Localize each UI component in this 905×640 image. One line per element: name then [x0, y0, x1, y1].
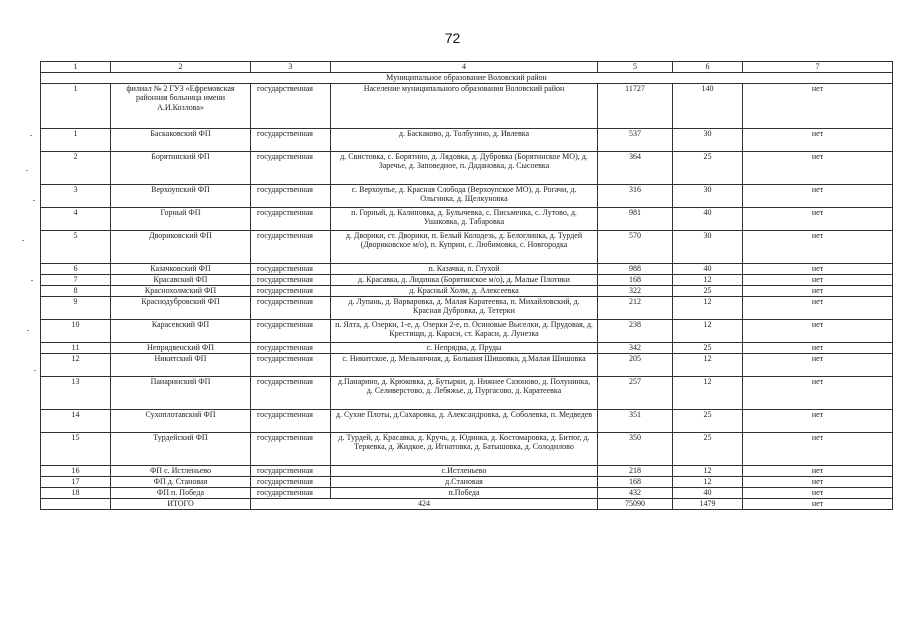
table-row: [41, 151, 893, 184]
total-cell-4: 75090: [598, 498, 673, 509]
table-row: [41, 263, 893, 274]
table-cell-2: Турдейский ФП: [111, 432, 251, 465]
table-cell-5: 168: [598, 476, 673, 487]
table-row: [41, 230, 893, 263]
table-cell-4: с. Верхоупье, д. Красная Слобода (Верхоупское МО), д. Рогачи, д. Ольгинка, д. Щелкуновка: [331, 184, 598, 207]
table-cell-1: 14: [41, 409, 111, 432]
table-cell-2: Никитский ФП: [111, 353, 251, 376]
total-cell-5: 1479: [673, 498, 743, 509]
table-cell-3: государственная: [251, 285, 331, 296]
table-cell-1: 17: [41, 476, 111, 487]
document-sheet: [40, 61, 892, 510]
column-number: 7: [743, 62, 893, 73]
table-cell-6: 40: [673, 207, 743, 230]
table-cell-3: государственная: [251, 263, 331, 274]
table-cell-5: 342: [598, 342, 673, 353]
table-cell-6: 30: [673, 184, 743, 207]
table-cell-5: 364: [598, 151, 673, 184]
table-row: [41, 296, 893, 319]
table-cell-3: государственная: [251, 230, 331, 263]
table-cell-2: Казачковский ФП: [111, 263, 251, 274]
table-cell-4: д. Сухие Плоты, д.Сахаровка, д. Александровка, д. Соболевка, п. Медведев: [331, 409, 598, 432]
table-cell-7: нет: [743, 296, 893, 319]
table-cell-7: нет: [743, 285, 893, 296]
table-cell-6: 25: [673, 409, 743, 432]
table-cell-1: 4: [41, 207, 111, 230]
table-row: [41, 465, 893, 476]
table-cell-7: нет: [743, 319, 893, 342]
table-cell-6: 12: [673, 319, 743, 342]
total-cell-2: ИТОГО: [111, 498, 251, 509]
table-cell-6: 12: [673, 296, 743, 319]
column-number: 6: [673, 62, 743, 73]
table-cell-5: 322: [598, 285, 673, 296]
table-cell-5: 981: [598, 207, 673, 230]
table-cell-2: Карасевский ФП: [111, 319, 251, 342]
table-cell-3: государственная: [251, 274, 331, 285]
table-cell-7: нет: [743, 207, 893, 230]
table-row: [41, 487, 893, 498]
table-row: [41, 285, 893, 296]
table-cell-5: 218: [598, 465, 673, 476]
table-cell-7: нет: [743, 432, 893, 465]
table-cell-5: 570: [598, 230, 673, 263]
table-cell-5: 11727: [598, 83, 673, 128]
table-cell-5: 432: [598, 487, 673, 498]
table-cell-1: 5: [41, 230, 111, 263]
table-cell-1: 12: [41, 353, 111, 376]
table-cell-6: 25: [673, 342, 743, 353]
table-cell-3: государственная: [251, 319, 331, 342]
table-cell-3: государственная: [251, 151, 331, 184]
column-number: 3: [251, 62, 331, 73]
table-cell-2: Верхоупский ФП: [111, 184, 251, 207]
table-cell-6: 25: [673, 285, 743, 296]
table-cell-3: государственная: [251, 376, 331, 409]
total-cell-3: 424: [251, 498, 598, 509]
table-cell-7: нет: [743, 151, 893, 184]
table-cell-4: д. Свистовка, с. Борятино, д. Лядовка, д. Дубровка (Борятинское МО), д. Заречье, д. Заповедное, п. Дадановка, д. Сысоевка: [331, 151, 598, 184]
table-cell-2: ФП п. Победа: [111, 487, 251, 498]
table-cell-4: п. Горный, д. Калиновка, д. Булычевка, с. Письменка, с. Лутово, д. Ушаковка, д. Табаровка: [331, 207, 598, 230]
table-cell-4: д. Дворики, ст. Дворики, п. Белый Колодезь, д. Белоглинка, д. Турдей (Двориковское м/о), п. Куприн, с. Любимовка, с. Новгородка: [331, 230, 598, 263]
table-cell-3: государственная: [251, 342, 331, 353]
table-row: [41, 476, 893, 487]
table-cell-4: д. Турдей, д. Красавка, д. Кручь, д. Юдинка, д. Костомаровка, д. Битюг, д. Теряевка, д. Жидкое, д. Игнатовка, д. Батышовка, д. Солодилово: [331, 432, 598, 465]
table-cell-2: Двориковский ФП: [111, 230, 251, 263]
table-row: [41, 274, 893, 285]
table-row: [41, 342, 893, 353]
table-cell-7: нет: [743, 465, 893, 476]
column-number-row: [41, 62, 893, 73]
facilities-table: [40, 61, 893, 510]
table-cell-6: 30: [673, 128, 743, 151]
table-cell-6: 40: [673, 263, 743, 274]
table-row: [41, 83, 893, 128]
table-cell-7: нет: [743, 487, 893, 498]
table-cell-7: нет: [743, 184, 893, 207]
column-number: 4: [331, 62, 598, 73]
table-cell-7: нет: [743, 230, 893, 263]
table-cell-5: 168: [598, 274, 673, 285]
table-cell-1: 11: [41, 342, 111, 353]
table-cell-4: п. Ялта, д. Озерки, 1-е, д. Озерки 2-е, п. Осиновые Выселки, д. Прудовая, д. Крестищи, д. Караси, ст. Караси, д. Лунезка: [331, 319, 598, 342]
table-cell-3: государственная: [251, 83, 331, 128]
table-cell-1: 16: [41, 465, 111, 476]
table-cell-3: государственная: [251, 432, 331, 465]
table-cell-6: 30: [673, 230, 743, 263]
table-row: [41, 184, 893, 207]
table-cell-7: нет: [743, 476, 893, 487]
table-body: [41, 62, 893, 510]
table-cell-2: Панаринский ФП: [111, 376, 251, 409]
table-cell-7: нет: [743, 342, 893, 353]
table-cell-3: государственная: [251, 465, 331, 476]
table-cell-2: Красавский ФП: [111, 274, 251, 285]
table-cell-1: 7: [41, 274, 111, 285]
table-cell-7: нет: [743, 409, 893, 432]
table-cell-4: с. Никитское, д. Мельничная, д. Большая Шишовка, д.Малая Шишовка: [331, 353, 598, 376]
column-number: 1: [41, 62, 111, 73]
table-cell-7: нет: [743, 353, 893, 376]
scan-artifacts: [0, 130, 40, 430]
table-row: [41, 128, 893, 151]
table-cell-7: нет: [743, 83, 893, 128]
table-cell-5: 988: [598, 263, 673, 274]
table-cell-1: 10: [41, 319, 111, 342]
table-cell-6: 12: [673, 274, 743, 285]
table-cell-2: ФП с. Истленьево: [111, 465, 251, 476]
table-cell-4: с. Непрядва, д. Пруды: [331, 342, 598, 353]
table-cell-4: д.Становая: [331, 476, 598, 487]
table-cell-6: 12: [673, 376, 743, 409]
total-row: [41, 498, 893, 509]
table-cell-5: 316: [598, 184, 673, 207]
table-cell-4: п.Победа: [331, 487, 598, 498]
table-cell-6: 140: [673, 83, 743, 128]
table-cell-1: 6: [41, 263, 111, 274]
table-cell-3: государственная: [251, 409, 331, 432]
table-cell-3: государственная: [251, 184, 331, 207]
table-cell-7: нет: [743, 128, 893, 151]
table-cell-5: 238: [598, 319, 673, 342]
table-cell-1: 9: [41, 296, 111, 319]
table-cell-1: 2: [41, 151, 111, 184]
table-cell-4: д. Красный Холм, д. Алексеевка: [331, 285, 598, 296]
table-cell-7: нет: [743, 274, 893, 285]
table-cell-1: 15: [41, 432, 111, 465]
table-cell-1: 1: [41, 128, 111, 151]
column-number: 2: [111, 62, 251, 73]
table-cell-4: п. Казачка, п. Глухой: [331, 263, 598, 274]
table-cell-3: государственная: [251, 476, 331, 487]
table-cell-2: Краснодубровский ФП: [111, 296, 251, 319]
table-cell-2: Баскаковский ФП: [111, 128, 251, 151]
table-cell-6: 12: [673, 465, 743, 476]
table-cell-6: 12: [673, 353, 743, 376]
table-cell-1: 8: [41, 285, 111, 296]
table-cell-4: д. Баскаково, д. Толбузино, д. Ивлевка: [331, 128, 598, 151]
table-cell-5: 537: [598, 128, 673, 151]
table-cell-3: государственная: [251, 207, 331, 230]
table-cell-1: 3: [41, 184, 111, 207]
table-cell-2: Непрядвенский ФП: [111, 342, 251, 353]
table-cell-5: 350: [598, 432, 673, 465]
table-row: [41, 319, 893, 342]
table-cell-4: д. Красавка, д. Лидинка (Борятинское м/о), д. Малые Плотики: [331, 274, 598, 285]
table-cell-6: 25: [673, 432, 743, 465]
table-cell-3: государственная: [251, 353, 331, 376]
table-cell-2: филиал № 2 ГУЗ «Ефремовская районная больница имени А.И.Козлова»: [111, 83, 251, 128]
table-row: [41, 207, 893, 230]
table-cell-2: Горный ФП: [111, 207, 251, 230]
table-cell-4: Население муниципального образования Воловский район: [331, 83, 598, 128]
table-cell-5: 351: [598, 409, 673, 432]
table-cell-6: 40: [673, 487, 743, 498]
table-row: [41, 353, 893, 376]
table-cell-7: нет: [743, 376, 893, 409]
table-cell-6: 12: [673, 476, 743, 487]
table-cell-7: нет: [743, 263, 893, 274]
table-cell-5: 205: [598, 353, 673, 376]
total-cell-1: [41, 498, 111, 509]
table-cell-5: 212: [598, 296, 673, 319]
table-cell-4: д. Лупань, д. Варваровка, д. Малая Каратеевка, п. Михайловский, д. Красная Дубровка, д. Тетерки: [331, 296, 598, 319]
total-cell-6: нет: [743, 498, 893, 509]
column-number: 5: [598, 62, 673, 73]
table-row: [41, 409, 893, 432]
region-title-row: [41, 72, 893, 83]
table-cell-6: 25: [673, 151, 743, 184]
table-row: [41, 432, 893, 465]
table-cell-1: 1: [41, 83, 111, 128]
page-number: 72: [444, 30, 461, 46]
table-cell-5: 257: [598, 376, 673, 409]
table-cell-3: государственная: [251, 487, 331, 498]
table-cell-2: Краснохолмский ФП: [111, 285, 251, 296]
table-cell-4: с.Истленьево: [331, 465, 598, 476]
table-cell-4: д.Панарино, д. Крюковка, д. Бутырки, д. Нижнее Сазоново, д. Полунинка, д. Селиверстово, д. Лебяжье, д. Пургасово, д. Каратеевка: [331, 376, 598, 409]
table-cell-1: 18: [41, 487, 111, 498]
table-cell-3: государственная: [251, 128, 331, 151]
table-cell-2: ФП д. Становая: [111, 476, 251, 487]
table-cell-2: Борятинский ФП: [111, 151, 251, 184]
table-cell-3: государственная: [251, 296, 331, 319]
table-cell-1: 13: [41, 376, 111, 409]
region-title: Муниципальное образование Воловский район: [41, 72, 893, 83]
table-cell-2: Сухоплотавский ФП: [111, 409, 251, 432]
table-row: [41, 376, 893, 409]
